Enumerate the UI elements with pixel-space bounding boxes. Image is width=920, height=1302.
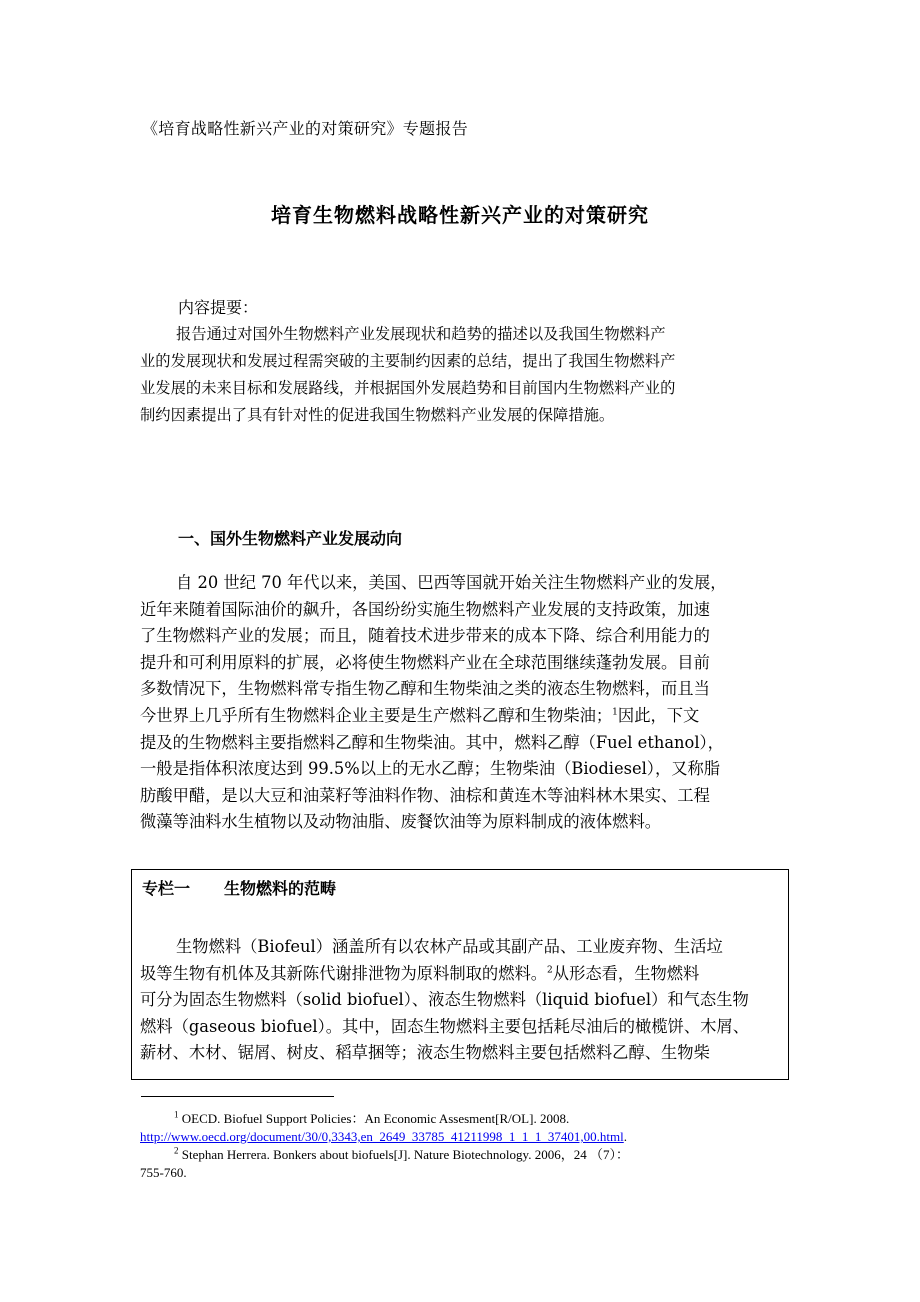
box-line: 薪材、木材、锯屑、树皮、稻草捆等；液态生物燃料主要包括燃料乙醇、生物柴: [140, 1043, 710, 1063]
body-line: 提升和可利用原料的扩展，必将使生物燃料产业在全球范围继续蓬勃发展。目前: [140, 652, 710, 672]
footnote-1-link-line: http://www.oecd.org/document/30/0,3343,en_2649_33785_41211998_1_1_1_37401,00.html.: [140, 1129, 627, 1144]
box-label: 专栏一: [142, 879, 191, 898]
box-line: 生物燃料（Biofeul）涵盖所有以农林产品或其副产品、工业废弃物、生活垃: [176, 937, 723, 956]
box-heading: 生物燃料的范畴: [224, 879, 337, 898]
footnote-1: $^1$ OECD. Biofuel Support Policies：An Economic Assesment[R/OL]. 2008.: [174, 1109, 570, 1126]
series-title: 《培育战略性新兴产业的对策研究》专题报告: [142, 119, 469, 138]
body-line: 多数情况下，生物燃料常专指生物乙醇和生物柴油之类的液态生物燃料，而且当: [140, 679, 710, 699]
footnote-ref[interactable]: 2: [547, 965, 553, 976]
page-title: 培育生物燃料战略性新兴产业的对策研究: [271, 203, 649, 227]
abstract-paragraph: [140, 321, 782, 429]
body-line: 了生物燃料产业的发展；而且，随着技术进步带来的成本下降、综合利用能力的: [140, 626, 710, 646]
abstract-line: 业的发展现状和发展过程需突破的主要制约因素的总结，提出了我国生物燃料产: [140, 352, 676, 370]
abstract-line: 报告通过对国外生物燃料产业发展现状和趋势的描述以及我国生物燃料产: [176, 325, 666, 343]
footnote-2: $^2$ Stephan Herrera. Bonkers about biofuels[J]. Nature Biotechnology. 2006，24 （7）：: [174, 1145, 629, 1162]
footnote-ref[interactable]: 1: [612, 707, 618, 718]
box-line: 可分为固态生物燃料（solid biofuel）、液态生物燃料（liquid biofuel）和气态生物: [140, 990, 749, 1010]
footnote-divider: [141, 1096, 334, 1097]
body-line: 自 20 世纪 70 年代以来，美国、巴西等国就开始关注生物燃料产业的发展，: [176, 573, 727, 592]
footnote-2-cont: 755-760.: [140, 1165, 187, 1180]
section-paragraph: [140, 570, 790, 836]
abstract-line: 制约因素提出了具有针对性的促进我国生物燃料产业发展的保障措施。: [140, 406, 615, 424]
footnotes: [140, 1110, 790, 1182]
body-line: 提及的生物燃料主要指燃料乙醇和生物柴油。其中，燃料乙醇（Fuel ethanol），: [140, 732, 724, 752]
section-heading: 一、国外生物燃料产业发展动向: [178, 529, 403, 548]
box-line: 燃料（gaseous biofuel）。其中，固态生物燃料主要包括耗尽油后的橄榄饼、木屑、: [140, 1016, 750, 1036]
body-line: 微藻等油料水生植物以及动物油脂、废餐饮油等为原料制成的液体燃料。: [140, 812, 662, 832]
body-line: 肪酸甲醋，是以大豆和油菜籽等油料作物、油棕和黄连木等油料林木果实、工程: [140, 785, 710, 805]
box-paragraph: [140, 934, 785, 1067]
body-line: 今世界上几乎所有生物燃料企业主要是生产燃料乙醇和生物柴油；$^1$因此，下文: [140, 705, 700, 725]
abstract-line: 业发展的未来目标和发展路线，并根据国外发展趋势和目前国内生物燃料产业的: [140, 379, 676, 397]
box-line: 圾等生物有机体及其新陈代谢排泄物为原料制取的燃料。$^2$从形态看，生物燃料: [140, 963, 700, 983]
body-line: 近年来随着国际油价的飙升，各国纷纷实施生物燃料产业发展的支持政策，加速: [140, 599, 710, 619]
box-title: [142, 876, 336, 899]
abstract-heading: 内容提要：: [178, 298, 259, 317]
footnote-1-link[interactable]: http://www.oecd.org/document/30/0,3343,en_2649_33785_41211998_1_1_1_37401,00.html: [140, 1129, 624, 1144]
body-line: 一般是指体积浓度达到 99.5%以上的无水乙醇；生物柴油（Biodiesel），又称脂: [140, 759, 721, 779]
